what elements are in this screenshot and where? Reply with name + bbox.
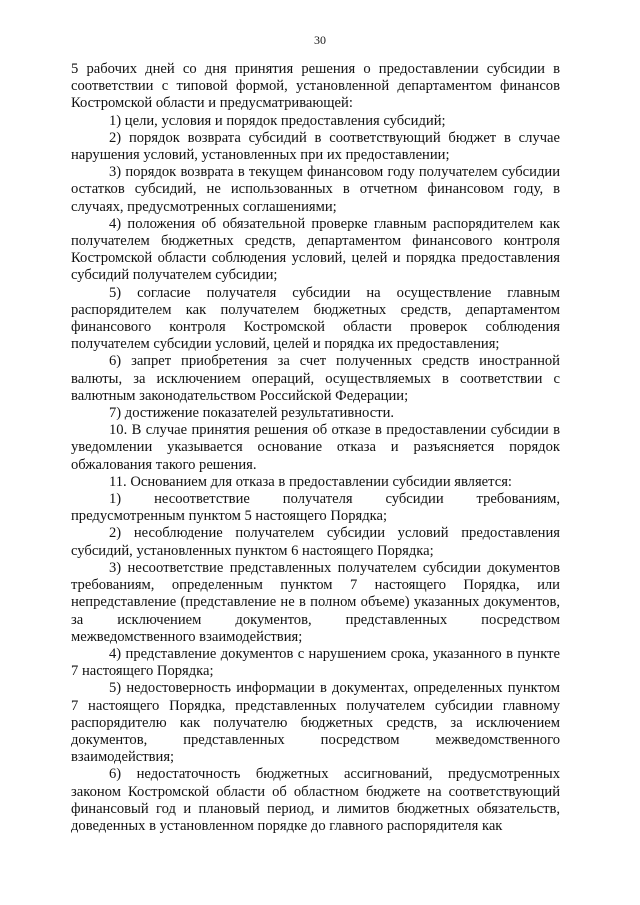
list-item-5: 5) согласие получателя субсидии на осуществление главным распорядителем как получателем бюджетных средств, департаментом финансового контроля Костромской области проверок соблюдения получателем субсидии условий, целей и порядка их предоставления; xyxy=(71,284,560,353)
refusal-ground-3: 3) несоответствие представленных получателем субсидии документов требованиям, определенным пунктом 7 настоящего Порядка, или непредставление (представление не в полном объеме) указанных документов, за исключением документов, представленных посредством межведомственного взаимодействия; xyxy=(71,559,560,645)
list-item-7: 7) достижение показателей результативности. xyxy=(109,405,395,422)
paragraph-continuation: 5 рабочих дней со дня принятия решения о предоставлении субсидии в соответствии с типовой формой, установленной департаментом финансов Костромской области и предусматривающей: xyxy=(71,61,560,112)
list-item-2: 2) порядок возврата субсидий в соответствующий бюджет в случае нарушения условий, установленных при их предоставлении; xyxy=(71,129,560,164)
clause-11: 11. Основанием для отказа в предоставлении субсидии является: xyxy=(109,473,512,490)
refusal-ground-4: 4) представление документов с нарушением срока, указанного в пункте 7 настоящего Порядка; xyxy=(71,645,560,680)
clause-10: 10. В случае принятия решения об отказе в предоставлении субсидии в уведомлении указывается основание отказа и разъясняется порядок обжалования такого решения. xyxy=(71,422,560,473)
list-item-1: 1) цели, условия и порядок предоставления субсидий; xyxy=(109,112,446,129)
refusal-ground-2: 2) несоблюдение получателем субсидии условий предоставления субсидий, установленных пунктом 6 настоящего Порядка; xyxy=(71,525,560,559)
page-number: 30 xyxy=(314,33,326,47)
list-item-3: 3) порядок возврата в текущем финансовом году получателем субсидии остатков субсидий, не использованных в отчетном финансовом году, в случаях, предусмотренных соглашениями; xyxy=(71,164,560,215)
refusal-ground-6: 6) недостаточность бюджетных ассигнований, предусмотренных законом Костромской области об областном бюджете на соответствующий финансовый год и плановый период, и лимитов бюджетных обязательств, доведенных в установленном порядке до главного распорядителя как xyxy=(71,766,560,834)
document-body xyxy=(71,61,560,835)
list-item-6: 6) запрет приобретения за счет полученных средств иностранной валюты, за исключением операций, осуществляемых в соответствии с валютным законодательством Российской Федерации; xyxy=(71,353,560,404)
refusal-ground-1: 1) несоответствие получателя субсидии требованиям, предусмотренным пунктом 5 настоящего Порядка; xyxy=(71,491,560,525)
refusal-ground-5: 5) недостоверность информации в документах, определенных пунктом 7 настоящего Порядка, представленных получателем субсидии главному распорядителю как получателю бюджетных средств, за исключением документов, представленных посредством межведомственного взаимодействия; xyxy=(71,680,560,766)
list-item-4: 4) положения об обязательной проверке главным распорядителем как получателем бюджетных средств, департаментом финансового контроля Костромской области соблюдения условий, целей и порядка предоставления субсидий получателем субсидии; xyxy=(71,215,560,284)
